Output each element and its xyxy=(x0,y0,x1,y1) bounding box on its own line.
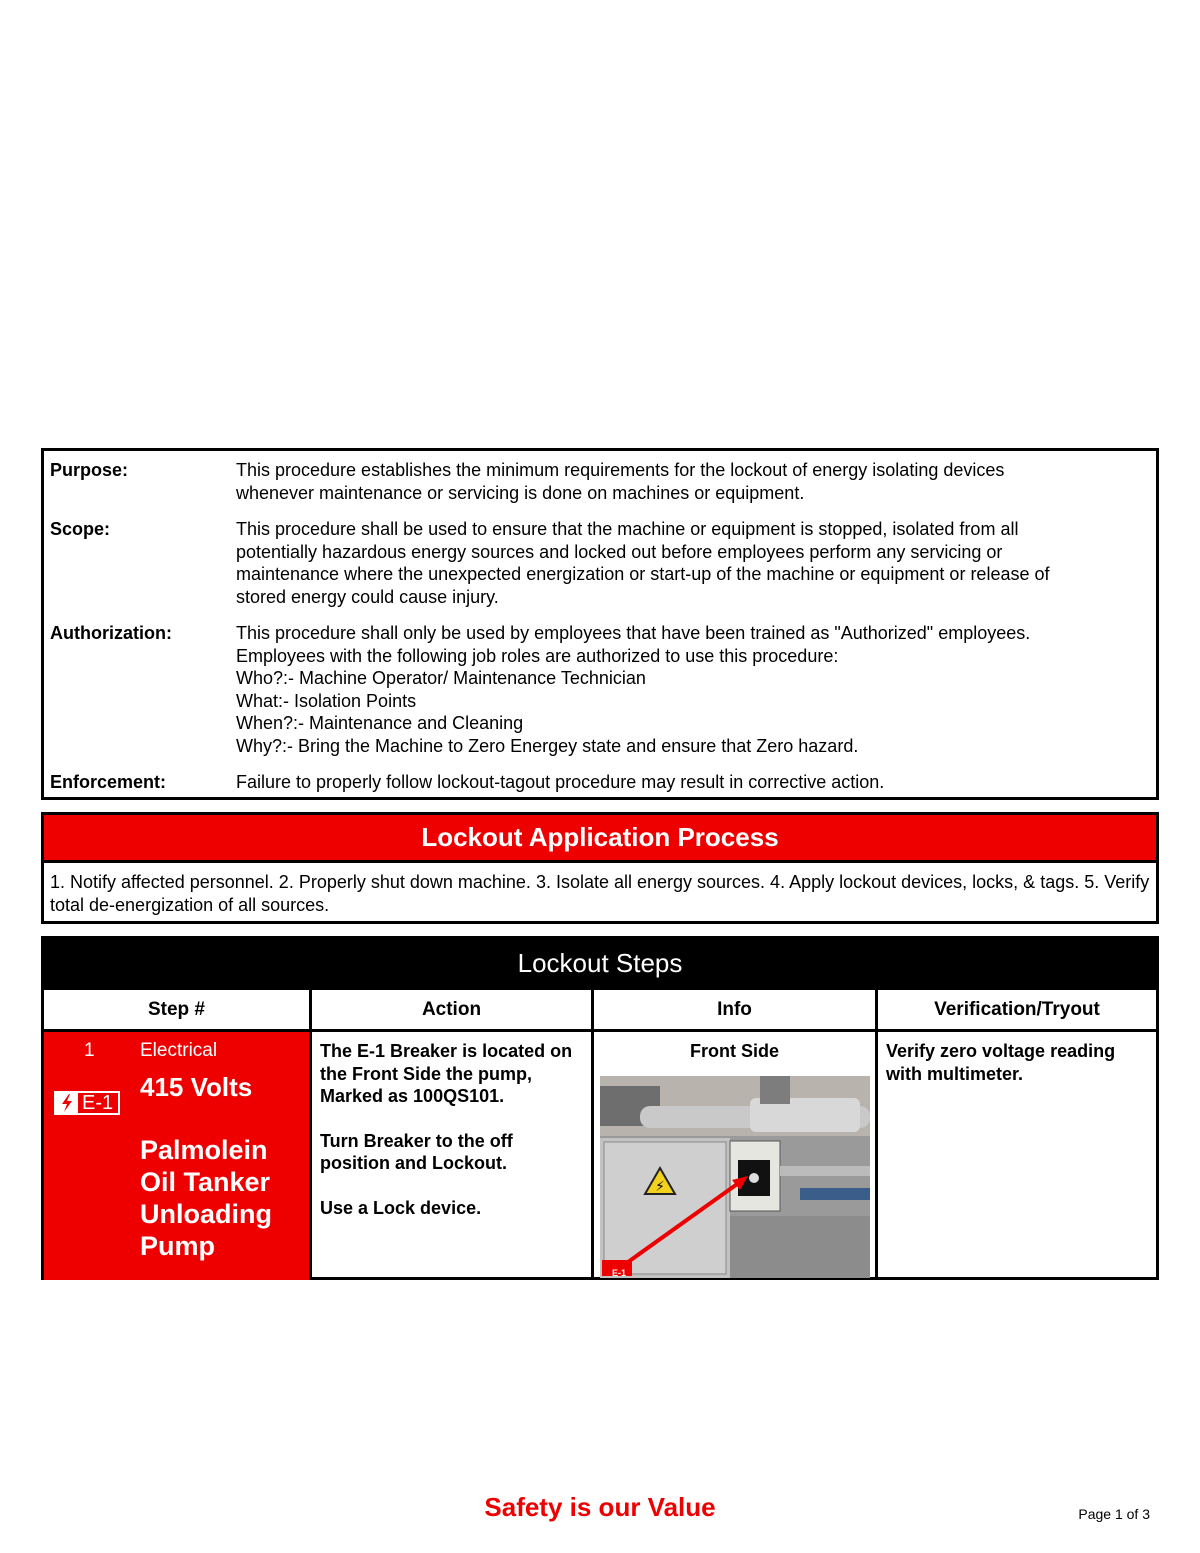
text-line: This procedure establishes the minimum requirements for the lockout of energy isolating devices xyxy=(236,460,1005,480)
column-header-step: Step # xyxy=(44,990,312,1029)
text-line: When?:- Maintenance and Cleaning xyxy=(236,713,524,733)
enforcement-row xyxy=(44,771,1156,794)
text-line: whenever maintenance or servicing is done on machines or equipment. xyxy=(236,482,805,503)
text-line: Why?:- Bring the Machine to Zero Energey state and ensure that Zero hazard. xyxy=(236,735,859,756)
text-line: Who?:- Machine Operator/ Maintenance Technician xyxy=(236,668,646,688)
photo-tag-label: E-1 xyxy=(612,1268,627,1278)
column-header-verification: Verification/Tryout xyxy=(934,999,1100,1020)
column-header-info: Info xyxy=(594,990,878,1029)
text-line: Employees with the following job roles are authorized to use this procedure: xyxy=(236,645,839,666)
purpose-text xyxy=(236,459,1156,504)
energy-type: Electrical xyxy=(140,1040,218,1061)
enforcement-label: Enforcement: xyxy=(50,772,167,792)
application-process-box xyxy=(41,812,1159,924)
purpose-row xyxy=(44,459,1156,504)
authorization-text xyxy=(236,622,1156,757)
step-cell xyxy=(44,1032,312,1280)
scope-row xyxy=(44,518,1156,608)
verification-cell xyxy=(878,1032,1156,1280)
lockout-steps-title: Lockout Steps xyxy=(44,939,1156,987)
application-process-text: 1. Notify affected personnel. 2. Properly shut down machine. 3. Isolate all energy sources. 4. Apply lockout devices, locks, & tags. 5. Verify total de-energization of all sources. xyxy=(50,872,1150,915)
equipment-name: Palmolein Oil Tanker Unloading Pump xyxy=(140,1135,272,1261)
enforcement-text xyxy=(236,771,1156,794)
voltage-label: 415 Volts xyxy=(140,1072,253,1102)
lockout-steps-table xyxy=(41,936,1159,1280)
text-line: potentially hazardous energy sources and locked out before employees perform any servicing or xyxy=(236,541,1003,562)
action-text: Turn Breaker to the off position and Lockout. xyxy=(320,1130,513,1173)
column-header-action: Action xyxy=(312,990,594,1029)
purpose-label: Purpose: xyxy=(50,460,129,480)
energy-tag-code: E-1 xyxy=(82,1092,114,1114)
action-text: The E-1 Breaker is located on the Front Side the pump, Marked as 100QS101. xyxy=(320,1041,573,1106)
application-process-title: Lockout Application Process xyxy=(44,815,1156,863)
lightning-bolt-icon xyxy=(56,1093,78,1113)
action-cell xyxy=(312,1032,594,1280)
scope-text xyxy=(236,518,1156,608)
breaker-photo xyxy=(600,1076,870,1278)
info-cell xyxy=(594,1032,878,1280)
text-line: This procedure shall be used to ensure that the machine or equipment is stopped, isolated from all xyxy=(236,519,1019,539)
scope-label: Scope: xyxy=(50,519,111,539)
authorization-row xyxy=(44,622,1156,757)
text-line: maintenance where the unexpected energization or start-up of the machine or equipment or release of xyxy=(236,564,1050,584)
energy-tag xyxy=(54,1091,120,1115)
table-header-row xyxy=(44,987,1156,1029)
text-line: Failure to properly follow lockout-tagout procedure may result in corrective action. xyxy=(236,772,885,792)
procedure-info-box xyxy=(41,448,1159,800)
verification-text: Verify zero voltage reading with multimeter. xyxy=(886,1041,1116,1084)
step-number: 1 xyxy=(84,1040,95,1061)
authorization-label: Authorization: xyxy=(50,623,172,643)
svg-text:⚡: ⚡ xyxy=(655,1179,665,1195)
page-number: Page 1 of 3 xyxy=(1078,1506,1150,1522)
safety-slogan: Safety is our Value xyxy=(484,1492,716,1522)
table-row xyxy=(44,1029,1156,1280)
action-text: Use a Lock device. xyxy=(320,1197,482,1218)
text-line: This procedure shall only be used by employees that have been trained as "Authorized" employees. xyxy=(236,623,1031,643)
text-line: stored energy could cause injury. xyxy=(236,586,499,607)
info-title: Front Side xyxy=(690,1041,779,1061)
text-line: What:- Isolation Points xyxy=(236,690,417,711)
